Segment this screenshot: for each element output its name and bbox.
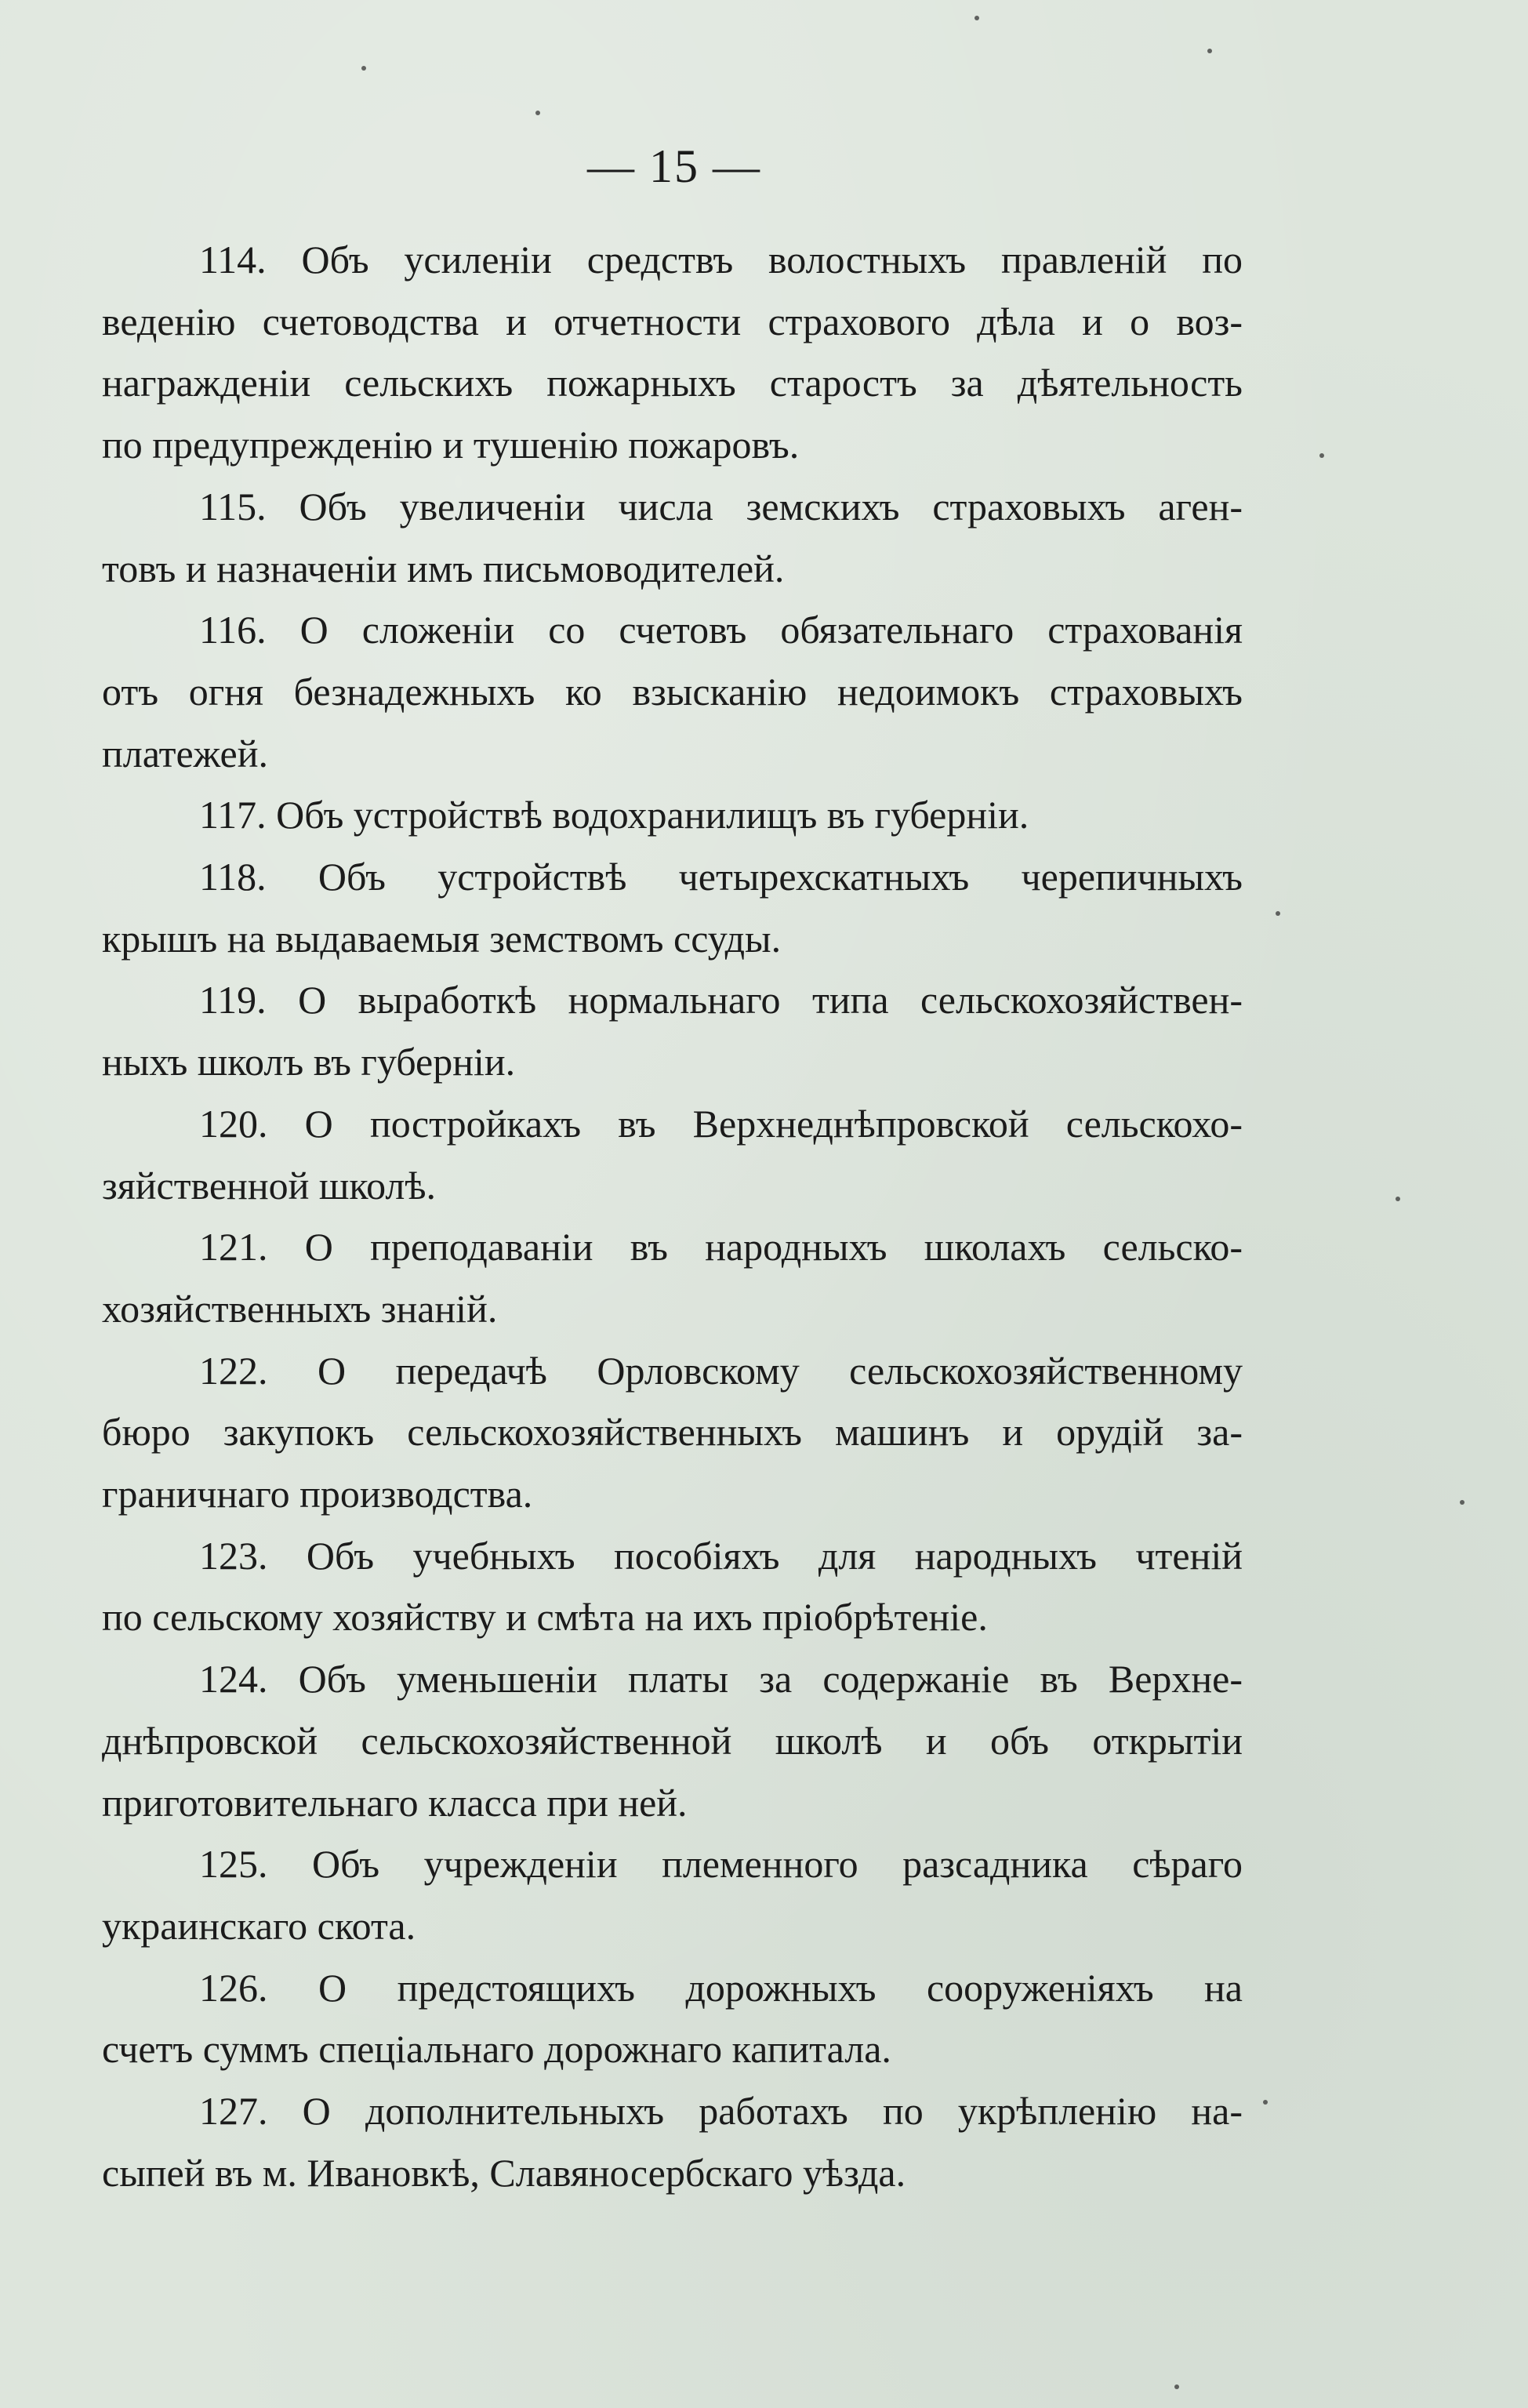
document-entry — [102, 1340, 1243, 1525]
entry-line: граничнаго производства. — [102, 1472, 533, 1516]
entry-line: по сельскому хозяйству и смѣта на ихъ пріобрѣтеніе. — [102, 1595, 988, 1640]
print-speck — [535, 111, 540, 115]
entry-line: по предупрежденію и тушенію пожаровъ. — [102, 423, 800, 467]
document-entry — [102, 2080, 1243, 2203]
entry-line: товъ и назначеніи имъ письмоводителей. — [102, 546, 785, 590]
entry-line: платежей. — [102, 731, 268, 775]
entry-first-line: 127. О дополнительныхъ работахъ по укрѣпленію на- — [199, 2089, 1243, 2134]
entry-first-line: 126. О предстоящихъ дорожныхъ сооруженіяхъ на — [199, 1965, 1243, 2010]
print-speck — [1460, 1500, 1464, 1505]
entry-first-line: 123. Объ учебныхъ пособіяхъ для народныхъ чтеній — [199, 1533, 1243, 1578]
document-entry — [102, 599, 1243, 784]
print-speck — [1396, 1197, 1400, 1201]
entry-line: приготовительнаго класса при ней. — [102, 1780, 688, 1825]
entry-line: награжденіи сельскихъ пожарныхъ старостъ за дѣятельность — [102, 361, 1243, 405]
entry-first-line: 115. Объ увеличеніи числа земскихъ страховыхъ аген- — [199, 484, 1243, 528]
entry-line: сыпей въ м. Ивановкѣ, Славяносербскаго уѣзда. — [102, 2150, 906, 2195]
print-speck — [1207, 49, 1212, 53]
print-speck — [1319, 453, 1324, 458]
document-entry — [102, 1525, 1243, 1648]
entry-first-line: 120. О постройкахъ въ Верхнеднѣпровской сельскохо- — [199, 1101, 1243, 1146]
entry-first-line: 114. Объ усиленіи средствъ волостныхъ правленій по — [199, 238, 1243, 281]
entry-line: ныхъ школъ въ губерніи. — [102, 1040, 516, 1084]
entry-first-line: 117. Объ устройствѣ водохранилищъ въ губерніи. — [199, 793, 1029, 837]
entry-line: счетъ суммъ спеціальнаго дорожнаго капитала. — [102, 2027, 891, 2072]
entry-line: бюро закупокъ сельскохозяйственныхъ машинъ и орудій за- — [102, 1410, 1243, 1455]
document-body — [102, 229, 1243, 2204]
entry-line: зяйственной школѣ. — [102, 1163, 437, 1208]
entry-first-line: 116. О сложеніи со счетовъ обязательнаго страхованія — [199, 608, 1243, 652]
entry-line: украинскаго скота. — [102, 1903, 416, 1948]
entry-line: крышъ на выдаваемыя земствомъ ссуды. — [102, 916, 782, 961]
print-speck — [975, 16, 979, 20]
document-entry — [102, 476, 1243, 599]
document-entry — [102, 229, 1243, 476]
entry-first-line: 118. Объ устройствѣ четырехскатныхъ черепичныхъ — [199, 855, 1243, 899]
entry-line: веденію счетоводства и отчетности страхового дѣла и о воз- — [102, 299, 1243, 343]
entry-line: отъ огня безнадежныхъ ко взысканію недоимокъ страховыхъ — [102, 669, 1243, 714]
entry-line: днѣпровской сельскохозяйственной школѣ и объ открытіи — [102, 1718, 1243, 1763]
document-entry — [102, 1957, 1243, 2080]
document-entry — [102, 969, 1243, 1092]
print-speck — [1276, 911, 1280, 916]
print-speck — [361, 66, 366, 71]
entry-line: хозяйственныхъ знаній. — [102, 1286, 498, 1331]
document-entry — [102, 1093, 1243, 1216]
entry-first-line: 125. Объ учрежденіи племенного разсадника сѣраго — [199, 1842, 1243, 1887]
entry-first-line: 122. О передачѣ Орловскому сельскохозяйственному — [199, 1348, 1243, 1393]
document-entry — [102, 846, 1243, 969]
document-entry — [102, 784, 1243, 846]
entry-first-line: 124. Объ уменьшеніи платы за содержаніе въ Верхне- — [199, 1657, 1243, 1702]
document-entry — [102, 1833, 1243, 1956]
entry-first-line: 119. О выработкѣ нормальнаго типа сельскохозяйствен- — [199, 978, 1243, 1022]
print-speck — [1174, 2384, 1179, 2389]
document-entry — [102, 1216, 1243, 1339]
document-entry — [102, 1648, 1243, 1833]
print-speck — [1263, 2100, 1268, 2105]
page-number: — 15 — — [587, 140, 761, 192]
entry-first-line: 121. О преподаваніи въ народныхъ школахъ сельско- — [199, 1225, 1243, 1269]
